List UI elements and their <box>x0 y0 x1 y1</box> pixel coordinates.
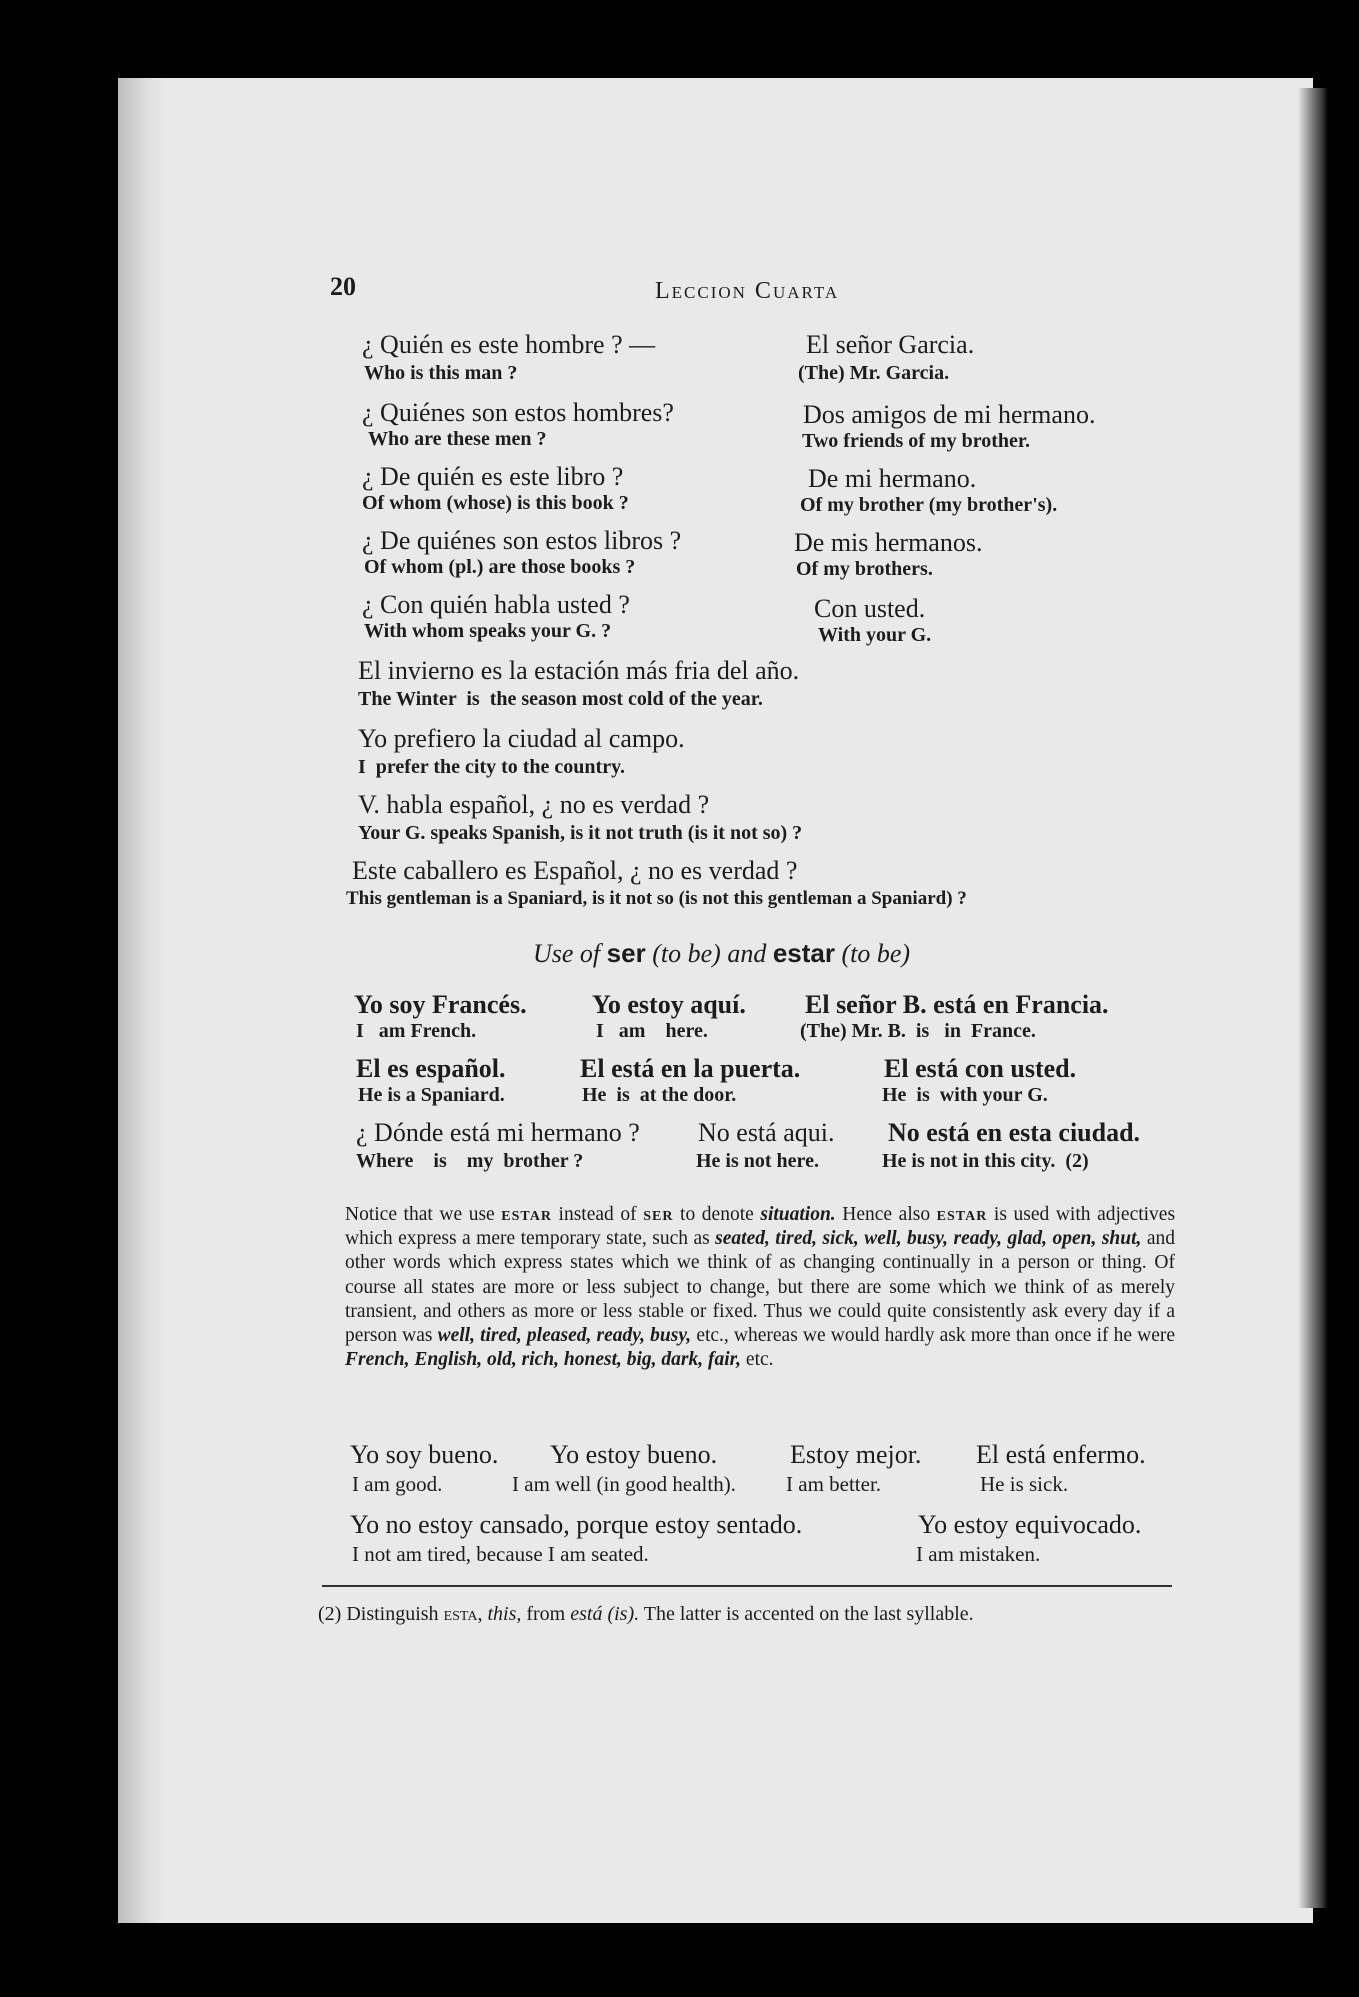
answer-en: Of my brothers. <box>796 558 933 580</box>
footnote <box>318 1602 1173 1627</box>
section-title-pre: Use of <box>533 939 601 968</box>
footnote-gloss: (is). <box>607 1603 640 1625</box>
example-en: He is sick. <box>980 1472 1069 1496</box>
answer-en: With your G. <box>818 624 932 646</box>
example-es: El está en la puerta. <box>580 1054 801 1083</box>
notice-text: etc., whereas we would hardly ask more than once if he were <box>696 1325 1176 1347</box>
answer-es: De mis hermanos. <box>794 528 983 557</box>
sentence-es: V. habla español, ¿ no es verdad ? <box>358 790 710 819</box>
example-es: El está enfermo. <box>976 1440 1146 1469</box>
example-es: El señor B. está en Francia. <box>805 990 1109 1019</box>
notice-word-list: seated, tired, sick, well, busy, ready, glad, open, shut, <box>715 1228 1142 1250</box>
answer-es: El señor Garcia. <box>806 330 975 359</box>
example-es: Yo estoy equivocado. <box>918 1510 1142 1539</box>
question-es: ¿ Con quién habla usted ? <box>362 590 630 619</box>
page-number: 20 <box>330 272 356 301</box>
notice-text: to denote <box>680 1204 754 1225</box>
answer-en: (The) Mr. Garcia. <box>798 362 950 384</box>
question-en: Who are these men ? <box>368 428 547 450</box>
question-es: ¿ Quiénes son estos hombres? <box>362 398 674 427</box>
sentence-es: El invierno es la estación más fria del año. <box>358 656 800 685</box>
answer-es: De mi hermano. <box>808 464 977 493</box>
example-es: Yo no estoy cansado, porque estoy sentado. <box>350 1510 803 1539</box>
example-en: (The) Mr. B. is in France. <box>800 1020 1036 1042</box>
notice-word-list: French, English, old, rich, honest, big, dark, fair, <box>345 1349 742 1371</box>
footnote-gloss: this, <box>487 1603 522 1625</box>
example-en: I am here. <box>596 1020 708 1042</box>
example-es: ¿ Dónde está mi hermano ? <box>356 1118 640 1147</box>
example-en: He is not in this city. (2) <box>882 1150 1089 1172</box>
answer-en: Two friends of my brother. <box>802 430 1030 452</box>
question-en: With whom speaks your G. ? <box>364 620 612 642</box>
example-en: I not am tired, because I am seated. <box>352 1542 649 1566</box>
notice-text: etc. <box>745 1349 774 1371</box>
sentence-en: Your G. speaks Spanish, is it not truth (is it not so) ? <box>358 822 803 844</box>
footnote-term: está <box>570 1603 603 1625</box>
example-es: No está aqui. <box>698 1118 835 1147</box>
question-es: ¿ De quién es este libro ? <box>362 462 624 491</box>
notice-word-list: well, tired, pleased, ready, busy, <box>437 1325 692 1347</box>
example-en: He is a Spaniard. <box>358 1084 505 1106</box>
example-es: Yo estoy bueno. <box>550 1440 718 1469</box>
example-es: No está en esta ciudad. <box>888 1118 1141 1147</box>
section-title-ser: ser <box>606 938 646 968</box>
example-es: El es español. <box>356 1054 506 1083</box>
footnote-text: from <box>526 1603 566 1625</box>
notice-text: instead of <box>558 1204 637 1225</box>
notice-term: estar <box>501 1204 552 1225</box>
section-title-and: and <box>727 939 767 968</box>
question-en: Who is this man ? <box>364 362 518 384</box>
notice-emphasis: situation. <box>760 1204 836 1225</box>
example-es: El está con usted. <box>884 1054 1077 1083</box>
notice-text: and other words which express states which we think of as changing continually in a person or thing. Of course all states are more or less subject to change, but there are some which we think of as merely transient, and others as more or less stable or fixed. Thus we could quite consistently ask every day if a person was <box>345 1228 1176 1347</box>
sentence-es: Este caballero es Español, ¿ no es verdad ? <box>352 856 798 885</box>
notice-text: Hence also <box>842 1204 931 1225</box>
running-title: Leccion Cuarta <box>655 278 840 304</box>
example-es: Estoy mejor. <box>790 1440 922 1469</box>
example-en: I am French. <box>356 1020 477 1042</box>
example-en: I am better. <box>786 1472 882 1496</box>
answer-es: Dos amigos de mi hermano. <box>803 400 1096 429</box>
section-title-estar: estar <box>772 938 835 968</box>
example-en: I am good. <box>352 1472 443 1496</box>
section-title <box>533 938 910 969</box>
notice-term: estar <box>936 1204 988 1225</box>
answer-es: Con usted. <box>814 594 926 623</box>
example-es: Yo estoy aquí. <box>592 990 746 1019</box>
answer-en: Of my brother (my brother's). <box>800 494 1058 516</box>
question-en: Of whom (pl.) are those books ? <box>364 556 636 578</box>
sentence-es: Yo prefiero la ciudad al campo. <box>358 724 685 753</box>
example-en: Where is my brother ? <box>356 1150 584 1172</box>
sentence-en: I prefer the city to the country. <box>358 756 625 778</box>
footnote-text: (2) Distinguish <box>318 1603 439 1625</box>
example-es: Yo soy bueno. <box>350 1440 499 1469</box>
example-en: I am mistaken. <box>916 1542 1041 1566</box>
notice-term: ser <box>643 1204 674 1225</box>
section-title-estar-gloss: (to be) <box>841 939 911 968</box>
sentence-en: The Winter is the season most cold of the year. <box>358 688 763 710</box>
question-es: ¿ De quiénes son estos libros ? <box>362 526 682 555</box>
page-edge-shadow <box>1298 88 1328 1908</box>
sentence-en: This gentleman is a Spaniard, is it not so (is not this gentleman a Spaniard) ? <box>346 888 967 909</box>
question-es: ¿ Quién es este hombre ? — <box>362 330 656 359</box>
example-en: He is not here. <box>696 1150 819 1172</box>
notice-paragraph <box>345 1203 1175 1372</box>
book-spine-shadow <box>118 78 166 1923</box>
example-en: I am well (in good health). <box>512 1472 736 1496</box>
section-title-ser-gloss: (to be) <box>652 939 721 968</box>
notice-text: Notice that we use <box>345 1204 495 1225</box>
example-es: Yo soy Francés. <box>354 990 527 1019</box>
example-en: He is with your G. <box>882 1084 1048 1106</box>
example-en: He is at the door. <box>582 1084 737 1106</box>
footnote-text: The latter is accented on the last syllable. <box>643 1603 974 1625</box>
footnote-term: esta, <box>443 1603 483 1625</box>
notice-text: is used with adjectives which express a mere temporary state, such as <box>345 1204 1176 1250</box>
footnote-rule <box>322 1585 1172 1587</box>
question-en: Of whom (whose) is this book ? <box>362 492 629 514</box>
